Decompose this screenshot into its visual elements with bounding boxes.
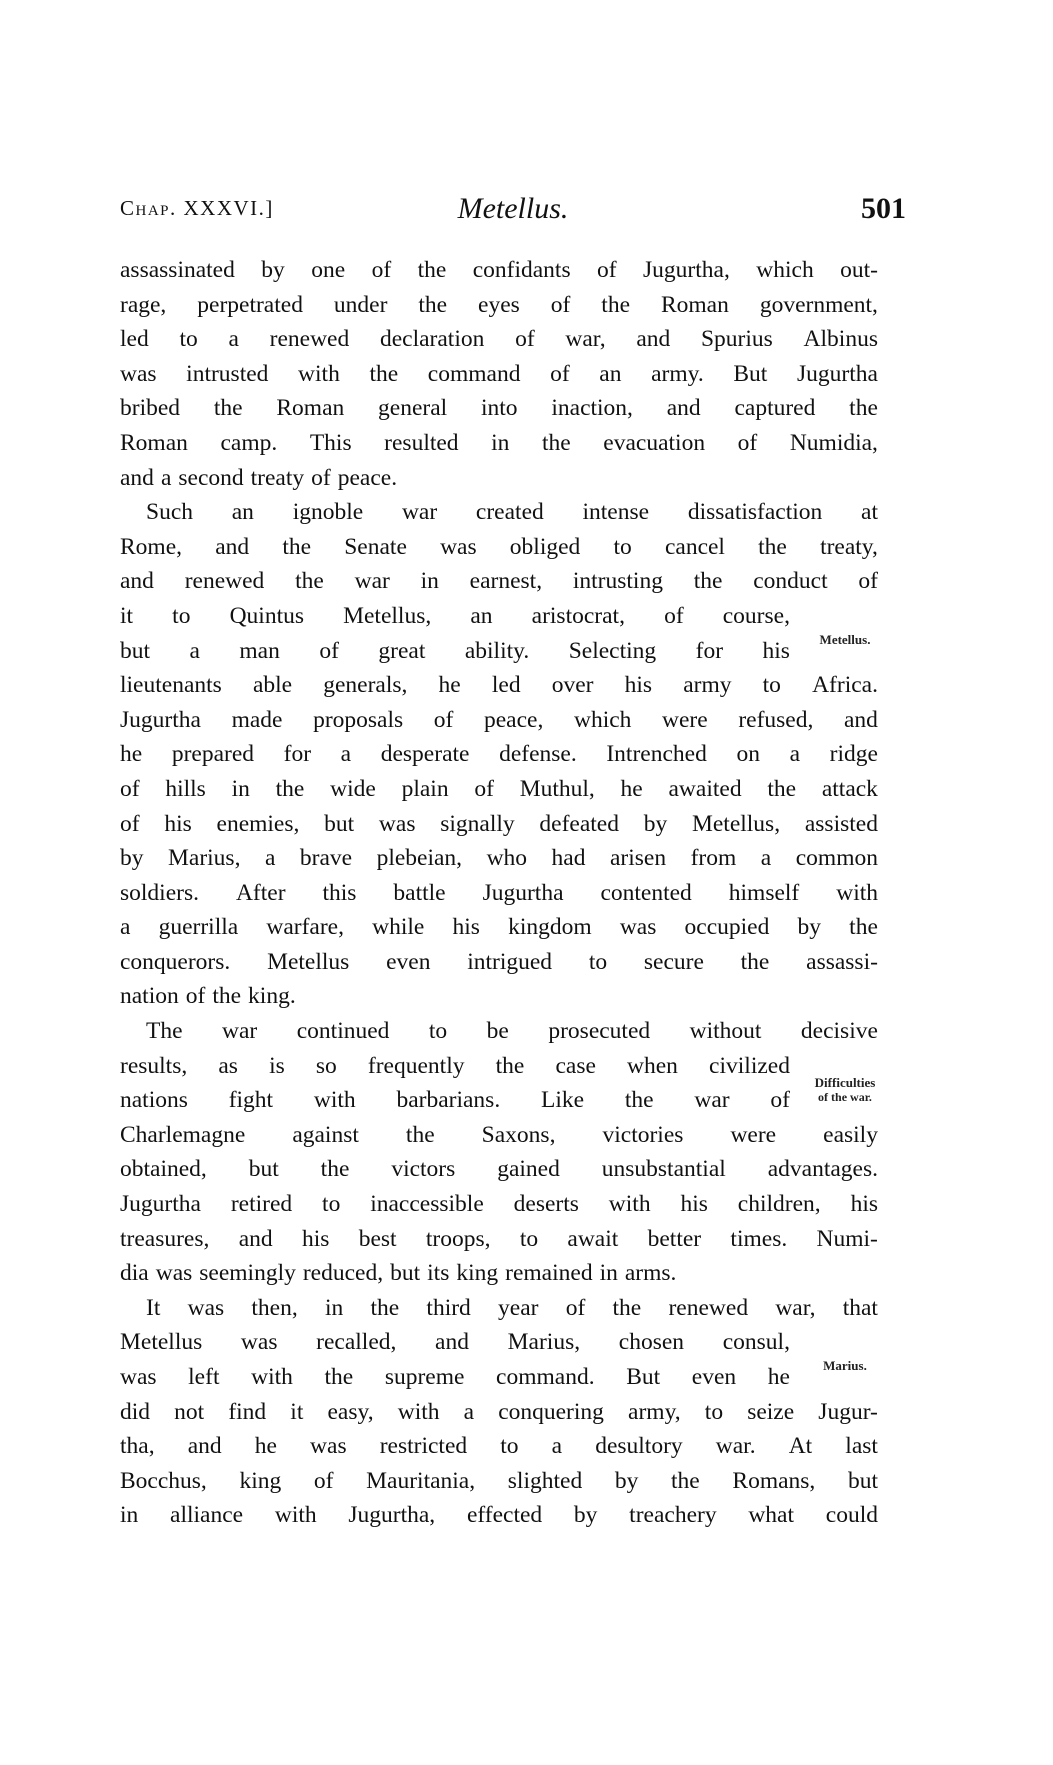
- text-line: results, as is so frequently the case when civilized: [120, 1052, 790, 1079]
- text-line: in alliance with Jugurtha, effected by treachery what could: [120, 1502, 878, 1529]
- text-line: tha, and he was restricted to a desultory war. At last: [120, 1433, 878, 1460]
- text-line: dia was seemingly reduced, but its king remained in arms.: [120, 1260, 677, 1287]
- text-line: by Marius, a brave plebeian, who had arisen from a common: [120, 845, 878, 872]
- text-line: nation of the king.: [120, 983, 296, 1010]
- text-line: but a man of great ability. Selecting for his: [120, 637, 790, 664]
- text-line: and renewed the war in earnest, intrusting the conduct of: [120, 568, 878, 595]
- text-line: Jugurtha made proposals of peace, which were refused, and: [120, 706, 878, 733]
- text-line: Roman camp. This resulted in the evacuation of Numidia,: [120, 429, 878, 456]
- text-line: soldiers. After this battle Jugurtha contented himself with: [120, 879, 878, 906]
- body-text: [120, 253, 878, 1533]
- margin-note: Metellus.: [819, 631, 871, 647]
- text-line: he prepared for a desperate defense. Intrenched on a ridge: [120, 741, 878, 768]
- text-line: was intrusted with the command of an army. But Jugurtha: [120, 360, 878, 387]
- text-line: Jugurtha retired to inaccessible deserts with his children, his: [120, 1191, 878, 1218]
- text-line: treasures, and his best troops, to await better times. Numi-: [120, 1225, 878, 1252]
- text-line: assassinated by one of the confidants of Jugurtha, which out-: [120, 257, 878, 283]
- chapter-reference: Chap. XXXVI.]: [120, 196, 274, 220]
- text-line: The war continued to be prosecuted without decisive: [146, 1018, 878, 1045]
- text-line: bribed the Roman general into inaction, and captured the: [120, 395, 878, 422]
- text-line: and a second treaty of peace.: [120, 464, 398, 491]
- text-line: lieutenants able generals, he led over his army to Africa.: [120, 672, 878, 699]
- text-line: of his enemies, but was signally defeated by Metellus, assisted: [120, 810, 878, 837]
- page-header: [120, 192, 906, 232]
- text-line: It was then, in the third year of the renewed war, that: [146, 1294, 878, 1321]
- text-line: led to a renewed declaration of war, and Spurius Albinus: [120, 326, 878, 353]
- text-line: of hills in the wide plain of Muthul, he awaited the attack: [120, 775, 878, 802]
- text-line: was left with the supreme command. But even he: [120, 1364, 790, 1390]
- text-line: obtained, but the victors gained unsubstantial advantages.: [120, 1156, 878, 1183]
- margin-note: Difficulties of the war.: [814, 1075, 876, 1105]
- text-line: nations fight with barbarians. Like the war of: [120, 1087, 790, 1114]
- text-line: Charlemagne against the Saxons, victories were easily: [120, 1121, 878, 1148]
- text-line: Rome, and the Senate was obliged to cancel the treaty,: [120, 533, 878, 560]
- page-number: 501: [861, 192, 906, 225]
- margin-note: Marius.: [823, 1358, 867, 1374]
- text-line: did not find it easy, with a conquering army, to seize Jugur-: [120, 1398, 878, 1425]
- text-line: conquerors. Metellus even intrigued to secure the assassi-: [120, 948, 878, 975]
- text-line: a guerrilla warfare, while his kingdom was occupied by the: [120, 914, 878, 941]
- running-title: Metellus.: [457, 192, 569, 225]
- text-line: rage, perpetrated under the eyes of the Roman government,: [120, 291, 878, 318]
- text-line: Such an ignoble war created intense dissatisfaction at: [146, 499, 878, 526]
- text-line: Bocchus, king of Mauritania, slighted by the Romans, but: [120, 1467, 878, 1494]
- text-line: it to Quintus Metellus, an aristocrat, of course,: [120, 602, 790, 629]
- text-line: Metellus was recalled, and Marius, chosen consul,: [120, 1329, 790, 1356]
